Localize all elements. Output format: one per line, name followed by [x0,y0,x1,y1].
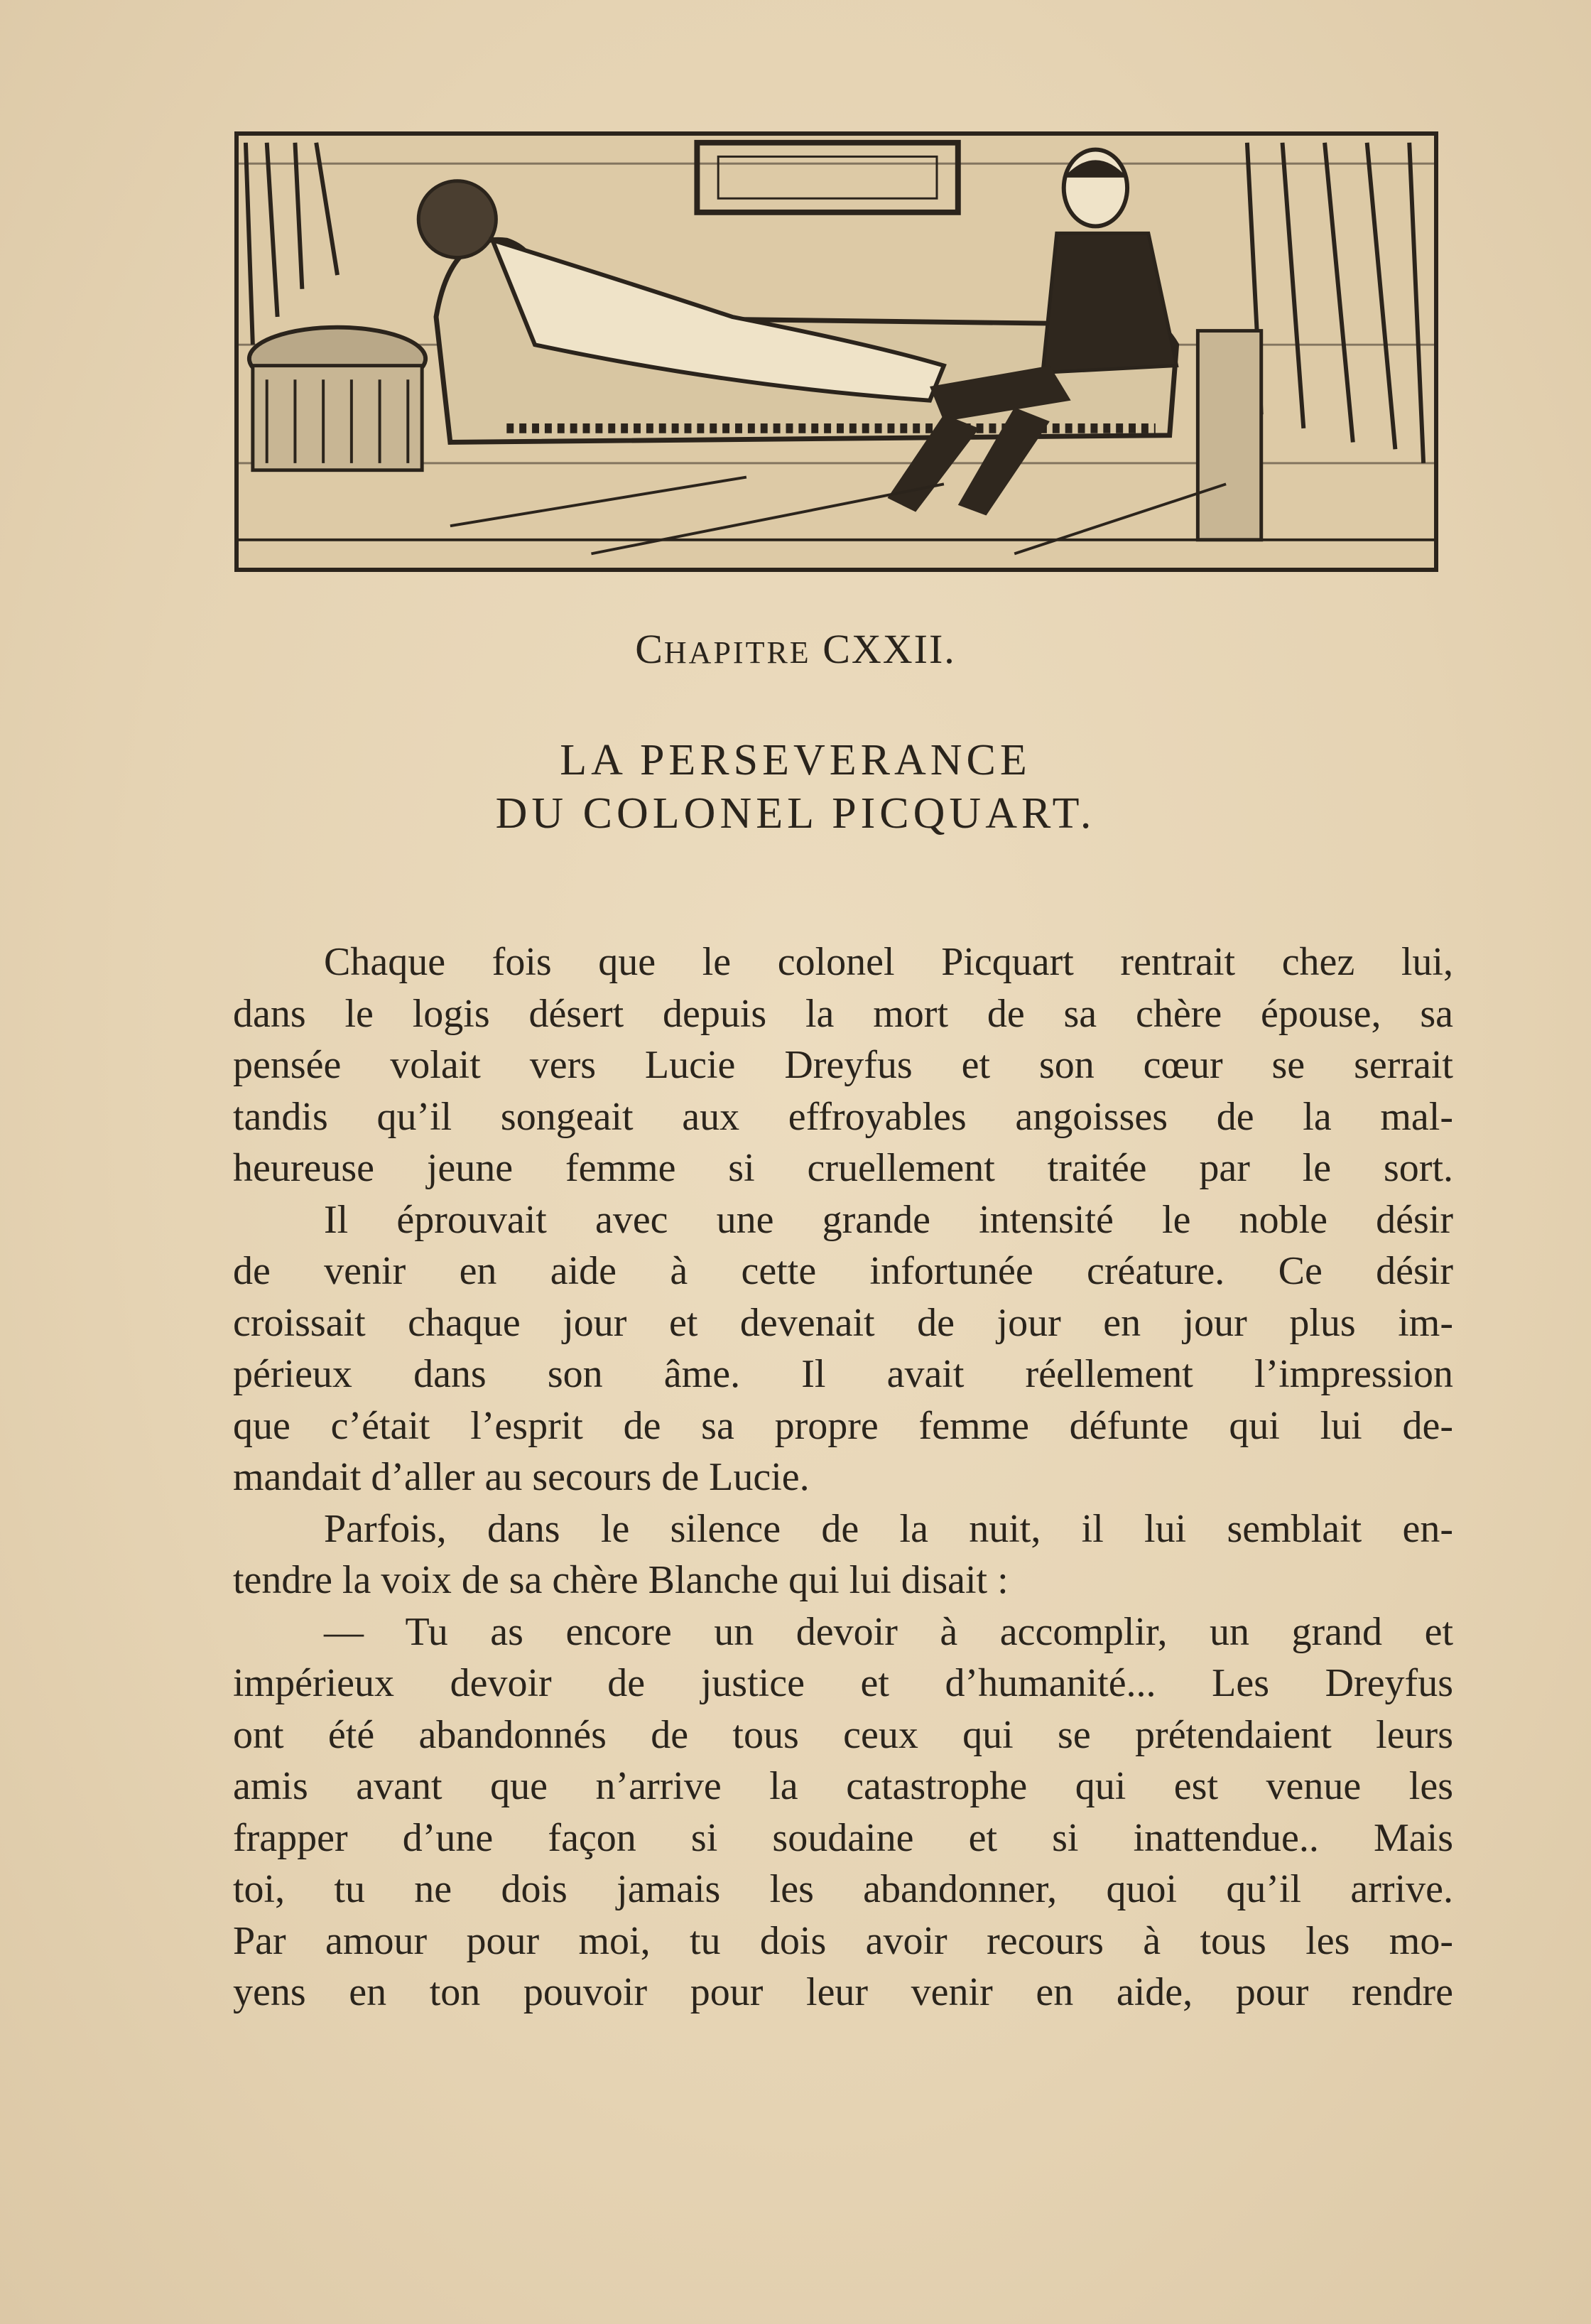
text-line: tendre la voix de sa chère Blanche qui lui disait : [233,1558,1009,1602]
text-line: amis avant que n’arrive la catastrophe qui est venue les [233,1764,1453,1808]
text-line: Par amour pour moi, tu dois avoir recours à tous les mo- [233,1918,1453,1963]
text-line: tandis qu’il songeait aux effroyables angoisses de la mal- [233,1094,1453,1139]
text-line: frapper d’une façon si soudaine et si inattendue.. Mais [233,1815,1453,1860]
text-line: Chaque fois que le colonel Picquart rentrait chez lui, [324,940,1453,984]
text-line: de venir en aide à cette infortunée créature. Ce désir [233,1249,1453,1293]
text-line: ont été abandonnés de tous ceux qui se prétendaient leurs [233,1712,1453,1757]
text-line: toi, tu ne dois jamais les abandonner, quoi qu’il arrive. [233,1867,1453,1911]
text-line: pensée volait vers Lucie Dreyfus et son cœur se serrait [233,1043,1453,1087]
text-line: heureuse jeune femme si cruellement traitée par le sort. [233,1146,1453,1190]
text-line: dans le logis désert depuis la mort de sa chère épouse, sa [233,991,1453,1036]
chapter-number: CXXII. [822,626,956,672]
text-line: — Tu as encore un devoir à accomplir, un grand et [324,1609,1453,1654]
text-line: périeux dans son âme. Il avait réellement l’impression [233,1352,1453,1396]
text-line: que c’était l’esprit de sa propre femme défunte qui lui de- [233,1403,1453,1448]
chapter-title-line-1: LA PERSEVERANCE [560,736,1031,784]
engraving-drawing [239,136,1434,568]
text-line: Il éprouvait avec une grande intensité le noble désir [324,1197,1453,1242]
chapter-label-initial: C [635,626,664,672]
text-line: impérieux devoir de justice et d’humanité... Les Dreyfus [233,1661,1453,1705]
chapter-title-line-2: DU COLONEL PICQUART. [495,789,1096,838]
engraving-illustration [234,131,1438,572]
text-line: yens en ton pouvoir pour leur venir en aide, pour rendre [233,1970,1453,2014]
text-line: croissait chaque jour et devenait de jour en jour plus im- [233,1300,1453,1345]
text-line: mandait d’aller au secours de Lucie. [233,1455,810,1499]
body-text [233,936,1453,2018]
text-line: Parfois, dans le silence de la nuit, il lui semblait en- [324,1506,1453,1551]
chapter-heading [0,625,1591,673]
chapter-label: HAPITRE [663,635,811,670]
